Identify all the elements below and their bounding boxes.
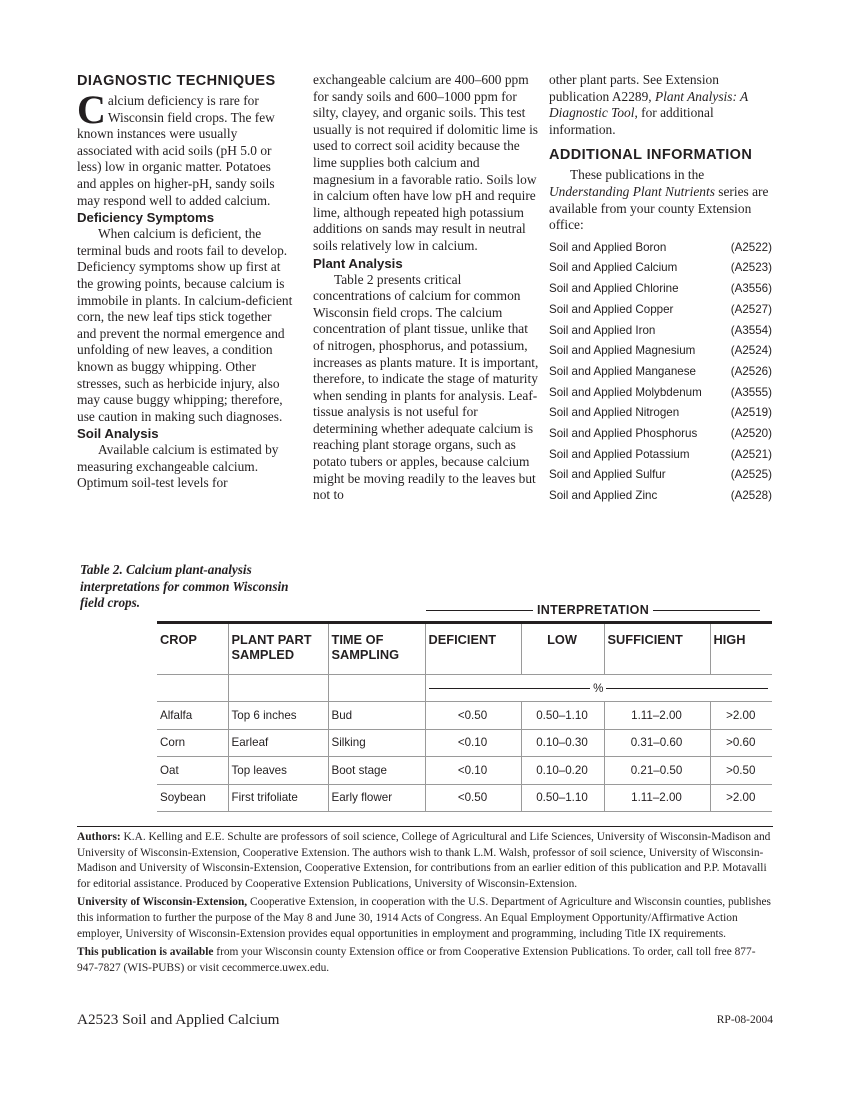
cell-high: >0.50 bbox=[710, 757, 772, 785]
cell-deficient: <0.50 bbox=[425, 702, 521, 730]
publication-title: Soil and Applied Nitrogen bbox=[549, 406, 680, 420]
table-row bbox=[157, 784, 772, 812]
deficiency-symptoms-heading: Deficiency Symptoms bbox=[77, 210, 215, 226]
publication-list bbox=[549, 238, 772, 507]
publication-title: Soil and Applied Copper bbox=[549, 302, 674, 316]
publication-item bbox=[549, 362, 772, 383]
cell-deficient: <0.10 bbox=[425, 729, 521, 757]
availability-label: This publication is available bbox=[77, 946, 214, 959]
column-header-plant-part: PLANT PART SAMPLED bbox=[228, 623, 328, 675]
cell-crop: Alfalfa bbox=[157, 702, 228, 730]
calcium-interpretation-table bbox=[157, 621, 772, 812]
publication-code: (A2521) bbox=[730, 447, 772, 461]
cell-crop: Soybean bbox=[157, 784, 228, 812]
publication-title: Soil and Applied Sulfur bbox=[549, 468, 666, 482]
publication-item bbox=[549, 383, 772, 404]
cell-low: 0.50–1.10 bbox=[521, 784, 604, 812]
column-1 bbox=[77, 72, 293, 492]
interpretation-rule-right bbox=[653, 610, 760, 611]
publication-item bbox=[549, 279, 772, 300]
cell-time: Boot stage bbox=[328, 757, 425, 785]
column-header-time-of-sampling: TIME OF SAMPLING bbox=[328, 623, 425, 675]
publication-code: (A3554) bbox=[730, 323, 772, 337]
authors-text: K.A. Kelling and E.E. Schulte are professors of soil science, College of Agricultural and Life Sciences, University of Wisconsin-Madison and University of Wisconsin-Extension, Cooperative Extension. The authors wish to thank L.M. Walsh, professor of soil science, University of Wisconsin-Madison and University of Wisconsin-Extension, Cooperative Extension, for contributions from an earlier edition of this publication and P.P. Motavalli for editorial assistance. Produced by Cooperative Extension Publications, University of Wisconsin-Extension. bbox=[77, 831, 771, 890]
cell-low: 0.10–0.30 bbox=[521, 729, 604, 757]
cell-time: Bud bbox=[328, 702, 425, 730]
addl-text-a: These publications in the bbox=[570, 167, 705, 183]
cell-plant-part: Earleaf bbox=[228, 729, 328, 757]
cell-plant-part: Top leaves bbox=[228, 757, 328, 785]
diagnostic-text: alcium deficiency is rare for Wisconsin field crops. The few known instances were usually associated with acid soils (pH 5.0 or less) low in organic matter. Potatoes and apples on higher-pH, sandy soils may respond well to added calcium. bbox=[77, 93, 275, 208]
series-title: Understanding Plant Nutrients bbox=[549, 183, 715, 199]
drop-cap: C bbox=[77, 87, 106, 132]
publication-item bbox=[549, 341, 772, 362]
footer-publication-title: A2523 Soil and Applied Calcium bbox=[77, 1011, 280, 1028]
interpretation-header bbox=[426, 603, 760, 617]
plant-analysis-continued bbox=[549, 72, 772, 138]
column-header-low: LOW bbox=[521, 623, 604, 675]
plant-cont-text-b: , for additional information. bbox=[549, 105, 714, 137]
plant-cont-text-a: other plant parts. See Extension publication A2289, bbox=[549, 72, 719, 104]
cell-sufficient: 1.11–2.00 bbox=[604, 702, 710, 730]
publication-code: (A2520) bbox=[730, 426, 772, 440]
publication-code: (A3556) bbox=[730, 282, 772, 296]
publication-title: Soil and Applied Molybdenum bbox=[549, 385, 702, 399]
diagnostic-techniques-heading: DIAGNOSTIC TECHNIQUES bbox=[77, 73, 276, 89]
cell-deficient: <0.10 bbox=[425, 757, 521, 785]
availability-paragraph bbox=[77, 945, 773, 976]
authors-label: Authors: bbox=[77, 831, 121, 843]
table-row bbox=[157, 729, 772, 757]
publication-code: (A2524) bbox=[730, 344, 772, 358]
publication-code: (A2522) bbox=[730, 240, 772, 254]
publication-reference-title: Plant Analysis: A Diagnostic Tool bbox=[549, 88, 748, 121]
column-header-deficient: DEFICIENT bbox=[425, 623, 521, 675]
publication-title: Soil and Applied Calcium bbox=[549, 261, 678, 275]
cell-low: 0.10–0.20 bbox=[521, 757, 604, 785]
interpretation-label: INTERPRETATION bbox=[536, 603, 650, 617]
publication-item bbox=[549, 465, 772, 486]
column-header-crop: CROP bbox=[157, 623, 228, 675]
cell-time: Silking bbox=[328, 729, 425, 757]
publication-code: (A2528) bbox=[730, 489, 772, 502]
publication-code: (A2527) bbox=[730, 302, 772, 316]
column-header-high: HIGH bbox=[710, 623, 772, 675]
publication-item bbox=[549, 403, 772, 424]
publication-code: (A2519) bbox=[730, 406, 772, 420]
publication-item bbox=[549, 238, 772, 259]
cell-high: >2.00 bbox=[710, 784, 772, 812]
soil-analysis-paragraph: Available calcium is estimated by measuring exchangeable calcium. Optimum soil-test levels for bbox=[77, 442, 279, 491]
table-caption: Table 2. Calcium plant-analysis interpretations for common Wisconsin field crops. bbox=[80, 562, 289, 611]
publication-item bbox=[549, 445, 772, 466]
column-2 bbox=[313, 72, 540, 504]
uwex-paragraph bbox=[77, 895, 773, 942]
authors-paragraph bbox=[77, 830, 773, 892]
availability-text: from your Wisconsin county Extension office or from Cooperative Extension Publications. To order, call toll free 877-947-7827 (WIS-PUBS) or visit cecommerce.uwex.edu. bbox=[77, 946, 756, 974]
uwex-text: Cooperative Extension, in cooperation with the U.S. Department of Agriculture and Wisconsin counties, publishes this information to further the purpose of the May 8 and June 30, 1914 Acts of Congress. An Equal Employment Opportunity/Affirmative Action employer, University of Wisconsin-Extension provides equal opportunities in employment and programming, including Title IX requirements. bbox=[77, 896, 771, 940]
cell-high: >0.60 bbox=[710, 729, 772, 757]
table-header-row bbox=[157, 623, 772, 675]
soil-analysis-continued: exchangeable calcium are 400–600 ppm for sandy soils and 600–1000 ppm for silty, clayey, and organic soils. This test usually is not required if dolomitic lime is used to correct soil acidity because the lime supplies both calcium and magnesium in a favorable ratio. Soils low in calcium often have low pH and require lime, although repeated high potassium additions on sands may result in neutral soils relatively low in calcium. bbox=[313, 72, 539, 253]
publication-title: Soil and Applied Iron bbox=[549, 323, 656, 337]
table-row bbox=[157, 757, 772, 785]
publication-title: Soil and Applied Chlorine bbox=[549, 282, 679, 296]
plant-analysis-heading: Plant Analysis bbox=[313, 255, 403, 271]
cell-sufficient: 1.11–2.00 bbox=[604, 784, 710, 812]
column-3 bbox=[549, 72, 772, 507]
cell-crop: Corn bbox=[157, 729, 228, 757]
cell-sufficient: 0.21–0.50 bbox=[604, 757, 710, 785]
publication-title: Soil and Applied Boron bbox=[549, 240, 667, 254]
cell-plant-part: First trifoliate bbox=[228, 784, 328, 812]
publication-item bbox=[549, 321, 772, 342]
publication-code: (A3555) bbox=[730, 385, 772, 399]
cell-crop: Oat bbox=[157, 757, 228, 785]
additional-information-heading: ADDITIONAL INFORMATION bbox=[549, 147, 753, 164]
interpretation-rule-left bbox=[426, 610, 533, 611]
cell-low: 0.50–1.10 bbox=[521, 702, 604, 730]
table-row bbox=[157, 702, 772, 730]
percent-unit: % bbox=[593, 681, 604, 695]
cell-plant-part: Top 6 inches bbox=[228, 702, 328, 730]
cell-high: >2.00 bbox=[710, 702, 772, 730]
unit-row bbox=[157, 675, 772, 702]
soil-analysis-heading: Soil Analysis bbox=[77, 426, 159, 442]
percent-unit-cell bbox=[425, 675, 772, 702]
publication-title: Soil and Applied Zinc bbox=[549, 489, 658, 502]
publication-code: (A2525) bbox=[730, 468, 772, 482]
credits-section bbox=[77, 826, 773, 979]
publication-title: Soil and Applied Manganese bbox=[549, 364, 696, 378]
publication-item bbox=[549, 486, 772, 507]
publication-title: Soil and Applied Phosphorus bbox=[549, 426, 698, 440]
diagnostic-paragraph bbox=[77, 87, 293, 209]
uwex-label: University of Wisconsin-Extension, bbox=[77, 896, 248, 909]
column-header-sufficient: SUFFICIENT bbox=[604, 623, 710, 675]
deficiency-paragraph: When calcium is deficient, the terminal buds and roots fail to develop. Deficiency symptoms show up first at the growing points, because calcium is immobile in plants. In calcium-deficient corn, the new leaf tips stick together and prevent the normal emergence and unfolding of new leaves, a condition known as buggy whipping. Other stresses, such as herbicide injury, also may cause buggy whipping; therefore, use caution in making such diagnoses. bbox=[77, 226, 293, 424]
cell-deficient: <0.50 bbox=[425, 784, 521, 812]
publication-code: (A2523) bbox=[730, 261, 772, 275]
publication-code: (A2526) bbox=[730, 364, 772, 378]
addl-text-b: series are available from your county Extension office: bbox=[549, 183, 769, 233]
publication-title: Soil and Applied Potassium bbox=[549, 447, 690, 461]
plant-analysis-paragraph: Table 2 presents critical concentrations of calcium for common Wisconsin field crops. The calcium concentration of plant tissue, unlike that of nitrogen, phosphorus, and potassium, increases as plants mature. It is important, therefore, to indicate the stage of maturity when sending in plants for analysis. Leaf-tissue analysis is not useful for determining whether adequate calcium is reaching plant storage organs, such as potato tubers or apples, because calcium might be moving readily to the leaves but not to bbox=[313, 271, 539, 503]
publication-item bbox=[549, 300, 772, 321]
additional-information-paragraph bbox=[549, 167, 772, 233]
publication-item bbox=[549, 258, 772, 279]
cell-time: Early flower bbox=[328, 784, 425, 812]
publication-title: Soil and Applied Magnesium bbox=[549, 344, 696, 358]
publication-item bbox=[549, 424, 772, 445]
footer-code: RP-08-2004 bbox=[716, 1014, 773, 1026]
cell-sufficient: 0.31–0.60 bbox=[604, 729, 710, 757]
